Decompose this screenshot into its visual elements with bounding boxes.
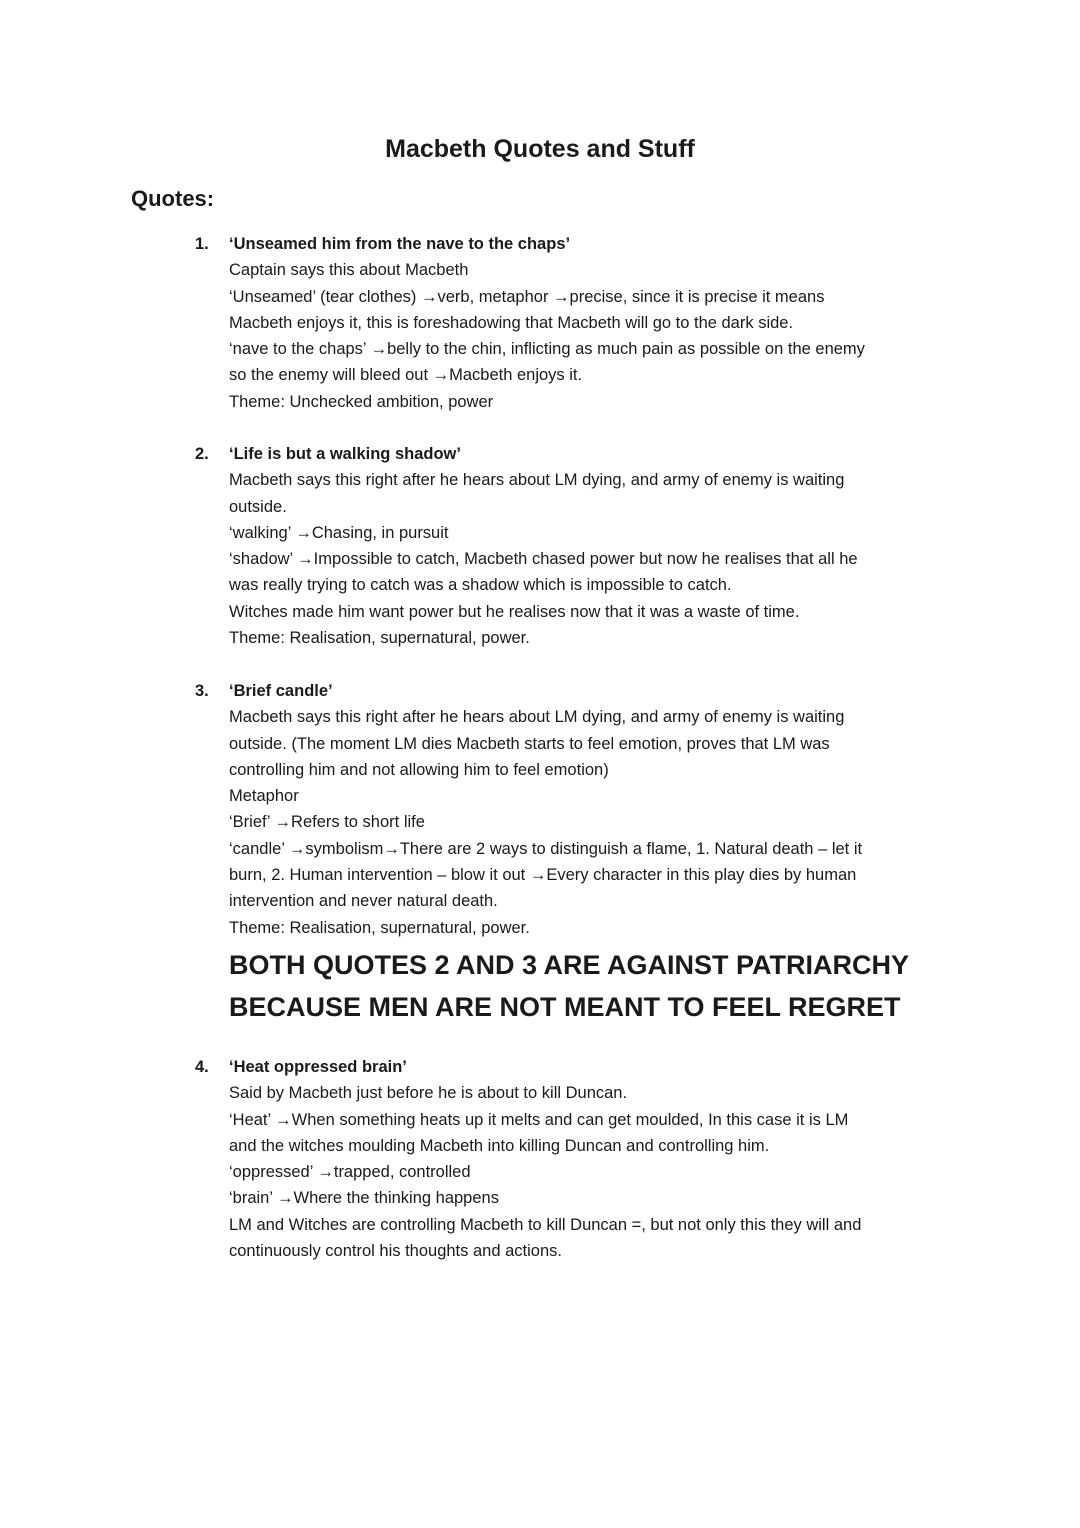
callout-line: BECAUSE MEN ARE NOT MEANT TO FEEL REGRET: [229, 992, 901, 1022]
quote-note: outside. (The moment LM dies Macbeth starts to feel emotion, proves that LM was: [229, 734, 830, 753]
quote-note: Witches made him want power but he realises now that it was a waste of time.: [229, 602, 800, 621]
quote-note: ‘Unseamed’ (tear clothes) →verb, metaphor →precise, since it is precise it means: [229, 287, 825, 306]
quote-note: ‘nave to the chaps’ →belly to the chin, inflicting as much pain as possible on the enemy: [229, 340, 865, 359]
quote-note: Said by Macbeth just before he is about to kill Duncan.: [229, 1084, 628, 1103]
quote-text: ‘Life is but a walking shadow’: [229, 445, 461, 463]
quote-note: ‘brain’ →Where the thinking happens: [229, 1189, 499, 1208]
quote-text: ‘Brief candle’: [229, 682, 333, 700]
quote-note: Macbeth enjoys it, this is foreshadowing that Macbeth will go to the dark side.: [229, 313, 794, 332]
quote-note: ‘oppressed’ →trapped, controlled: [229, 1163, 471, 1182]
quote-note: ‘Heat’ →When something heats up it melts and can get moulded, In this case it is LM: [229, 1110, 849, 1129]
quote-note: ‘walking’ →Chasing, in pursuit: [229, 523, 449, 542]
quote-item-1: [195, 231, 955, 415]
quote-note: Theme: Unchecked ambition, power: [229, 392, 494, 411]
quote-number: 3.: [195, 682, 209, 700]
quote-note: intervention and never natural death.: [229, 892, 498, 911]
quote-note: burn, 2. Human intervention – blow it out →Every character in this play dies by human: [229, 866, 857, 885]
section-heading-quotes: Quotes:: [131, 186, 215, 211]
quote-item-2: [195, 441, 955, 651]
quote-note: was really trying to catch was a shadow which is impossible to catch.: [229, 576, 732, 595]
quote-note: Macbeth says this right after he hears about LM dying, and army of enemy is waiting: [229, 708, 845, 727]
document-title: Macbeth Quotes and Stuff: [385, 135, 695, 163]
quote-note: Theme: Realisation, supernatural, power.: [229, 918, 530, 937]
callout-line: BOTH QUOTES 2 AND 3 ARE AGAINST PATRIARCHY: [229, 950, 910, 980]
quote-note: ‘shadow’ →Impossible to catch, Macbeth chased power but now he realises that all he: [229, 550, 858, 569]
quote-item-4: [195, 1054, 955, 1264]
quote-number: 1.: [195, 235, 209, 253]
quote-number: 4.: [195, 1058, 209, 1076]
quote-text: ‘Heat oppressed brain’: [229, 1058, 407, 1076]
quote-note: Captain says this about Macbeth: [229, 261, 469, 280]
quote-note: Theme: Realisation, supernatural, power.: [229, 629, 530, 648]
quote-note: and the witches moulding Macbeth into killing Duncan and controlling him.: [229, 1136, 770, 1155]
quote-note: Macbeth says this right after he hears about LM dying, and army of enemy is waiting: [229, 471, 845, 490]
quote-note: controlling him and not allowing him to feel emotion): [229, 760, 609, 779]
quote-item-3: [195, 678, 955, 941]
quote-note: ‘Brief’ →Refers to short life: [229, 813, 425, 832]
quote-note: LM and Witches are controlling Macbeth to kill Duncan =, but not only this they will and: [229, 1215, 862, 1234]
quote-note: continuously control his thoughts and actions.: [229, 1242, 562, 1261]
quote-text: ‘Unseamed him from the nave to the chaps’: [229, 235, 571, 253]
quote-note: ‘candle’ →symbolism→There are 2 ways to distinguish a flame, 1. Natural death – let it: [229, 839, 863, 858]
quote-note: Metaphor: [229, 787, 299, 806]
quote-note: so the enemy will bleed out →Macbeth enjoys it.: [229, 366, 583, 385]
patriarchy-callout: [229, 944, 989, 1028]
quote-number: 2.: [195, 445, 209, 463]
quote-note: outside.: [229, 497, 287, 516]
